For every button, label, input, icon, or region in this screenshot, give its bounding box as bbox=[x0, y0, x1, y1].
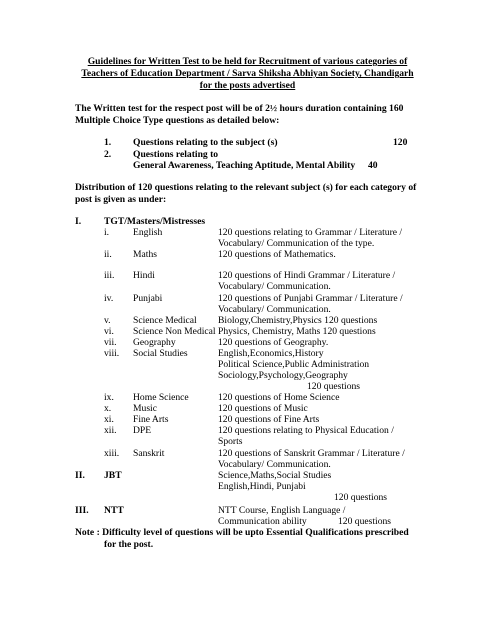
subject-num: i. bbox=[104, 227, 110, 238]
title-line-1: Guidelines for Written Test to be held for Recruitment of various categories of bbox=[87, 56, 408, 67]
jbt-line-1: Science,Maths,Social Studies bbox=[218, 470, 332, 481]
subject-num: v. bbox=[104, 315, 111, 326]
intro-line-2: Multiple Choice Type questions as detailed below: bbox=[75, 115, 280, 126]
subject-num: vi. bbox=[104, 326, 114, 337]
jbt-line-2: English,Hindi, Punjabi bbox=[218, 481, 306, 492]
breakdown-num-2: 2. bbox=[104, 149, 112, 160]
subject-num: xi. bbox=[104, 414, 114, 425]
subject-desc: 120 questions of Mathematics. bbox=[218, 249, 336, 260]
subject-name: Music bbox=[133, 403, 157, 414]
section-3-title: NTT bbox=[104, 505, 124, 516]
subject-num: iii. bbox=[104, 270, 115, 281]
subject-num: x. bbox=[104, 403, 112, 414]
intro-line-1: The Written test for the respect post will be of 2½ hours duration containing 160 bbox=[75, 103, 404, 114]
section-3-num: III. bbox=[75, 505, 89, 516]
subject-desc: 120 questions of Music bbox=[218, 403, 308, 414]
subject-desc: 120 questions of Hindi Grammar / Literature / bbox=[218, 270, 396, 281]
subject-desc: English,Economics,History bbox=[218, 348, 324, 359]
distribution-line-2: post is given as under: bbox=[75, 194, 167, 205]
subject-name: Science Medical bbox=[133, 315, 197, 326]
subject-name: Punjabi bbox=[133, 293, 163, 304]
subject-desc: Sociology,Psychology,Geography bbox=[218, 370, 348, 381]
subject-name: Science Non Medical bbox=[133, 326, 216, 337]
breakdown-text-2b: General Awareness, Teaching Aptitude, Mental Ability bbox=[133, 160, 356, 171]
title-line-2: Teachers of Education Department / Sarva Shiksha Abhiyan Society, Chandigarh bbox=[81, 68, 414, 79]
subject-desc: 120 questions of Geography. bbox=[218, 337, 329, 348]
subject-desc: 120 questions relating to Physical Education / bbox=[218, 425, 394, 436]
subject-name: DPE bbox=[133, 425, 152, 436]
subject-name: Sanskrit bbox=[133, 448, 165, 459]
breakdown-text-2: Questions relating to bbox=[133, 149, 219, 160]
subject-name: English bbox=[133, 227, 163, 238]
subject-num: vii. bbox=[104, 337, 117, 348]
subject-num: viii. bbox=[104, 348, 120, 359]
subject-desc: 120 questions of Home Science bbox=[218, 392, 340, 403]
section-2-num: II. bbox=[75, 470, 85, 481]
subject-desc: 120 questions of Sanskrit Grammar / Literature / bbox=[218, 448, 405, 459]
subject-desc: Vocabulary/ Communication. bbox=[218, 281, 331, 292]
section-1-title: TGT/Masters/Mistresses bbox=[104, 216, 206, 227]
subject-num: xii. bbox=[104, 425, 117, 436]
subject-num: ii. bbox=[104, 249, 112, 260]
subject-num: iv. bbox=[104, 293, 114, 304]
subject-desc: 120 questions of Punjabi Grammar / Literature / bbox=[218, 293, 403, 304]
subject-desc: Physics, Chemistry, Maths 120 questions bbox=[218, 326, 376, 337]
section-1-num: I. bbox=[75, 216, 82, 227]
subject-desc: Vocabulary/ Communication. bbox=[218, 304, 331, 315]
subject-desc: Biology,Chemistry,Physics 120 questions bbox=[218, 315, 378, 326]
subject-name: Geography bbox=[133, 337, 176, 348]
subject-num: xiii. bbox=[104, 448, 120, 459]
distribution-line-1: Distribution of 120 questions relating to the relevant subject (s) for each category of bbox=[75, 182, 417, 193]
ntt-line-1: NTT Course, English Language / bbox=[218, 505, 346, 516]
note-line-1: Note : Difficulty level of questions will be upto Essential Qualifications prescribed bbox=[75, 527, 409, 538]
breakdown-count-1: 120 bbox=[393, 137, 408, 148]
subject-name: Maths bbox=[133, 249, 157, 260]
note-line-2: for the post. bbox=[104, 539, 154, 550]
subject-desc: Vocabulary/ Communication of the type. bbox=[218, 238, 375, 249]
subject-desc: Sports bbox=[218, 436, 243, 447]
ntt-line-2: Communication ability bbox=[218, 516, 307, 527]
subject-desc: 120 questions bbox=[307, 381, 361, 392]
subject-name: Hindi bbox=[133, 270, 155, 281]
jbt-count: 120 questions bbox=[334, 492, 388, 503]
subject-num: ix. bbox=[104, 392, 114, 403]
section-2-title: JBT bbox=[104, 470, 122, 481]
subject-desc: 120 questions of Fine Arts bbox=[218, 414, 320, 425]
subject-name: Home Science bbox=[133, 392, 189, 403]
breakdown-num-1: 1. bbox=[104, 137, 112, 148]
breakdown-text-1: Questions relating to the subject (s) bbox=[133, 137, 278, 148]
subject-name: Social Studies bbox=[133, 348, 188, 359]
ntt-count: 120 questions bbox=[338, 516, 392, 527]
title-line-3: for the posts advertised bbox=[199, 80, 296, 91]
subject-desc: 120 questions relating to Grammar / Literature / bbox=[218, 227, 403, 238]
subject-desc: Political Science,Public Administration bbox=[218, 359, 370, 370]
breakdown-count-2: 40 bbox=[368, 160, 378, 171]
subject-name: Fine Arts bbox=[133, 414, 169, 425]
subject-desc: Vocabulary/ Communication. bbox=[218, 459, 331, 470]
